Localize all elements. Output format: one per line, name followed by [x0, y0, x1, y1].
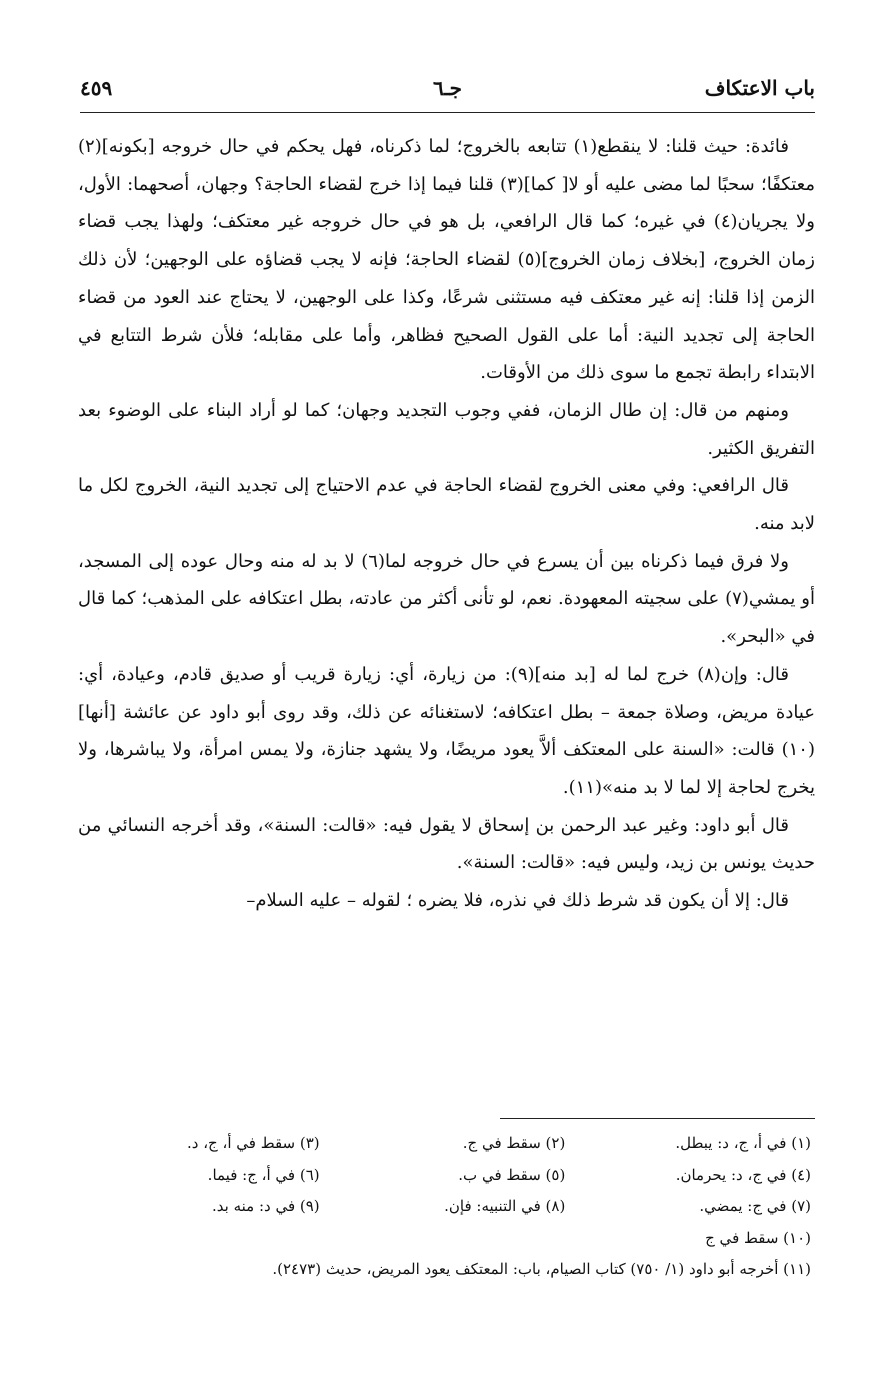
footnote-divider [500, 1118, 815, 1119]
footnote: (٥) سقط في ب. [458, 1165, 566, 1184]
running-header [80, 70, 815, 110]
footnote: (١٠) سقط في ج [705, 1228, 811, 1247]
footnote: (٦) في أ، ج: فيما. [207, 1165, 320, 1184]
footnote-row [78, 1160, 815, 1192]
footnotes [78, 1128, 815, 1286]
footnote: (١) في أ، ج، د: يبطل. [675, 1134, 811, 1152]
volume-label: جـ٦ [433, 76, 462, 100]
footnote: (٢) سقط في ج. [462, 1134, 566, 1152]
footnote: (٨) في التنبيه: فإن. [444, 1197, 566, 1215]
footnote-row [78, 1128, 815, 1160]
paragraph: ومنهم من قال: إن طال الزمان، ففي وجوب التجديد وجهان؛ كما لو أراد البناء على الوضوء بعد التفريق الكثير. [78, 399, 815, 459]
footnote: (٣) سقط في أ، ج، د. [186, 1134, 320, 1152]
paragraph: قال: وإن(٨) خرج لما له [بد منه](٩): من زيارة، أي: زيارة قريب أو صديق قادم، وعيادة، أي: عيادة مريض، وصلاة جمعة – بطل اعتكافه؛ لاستغنائه عن ذلك، وقد روى أبو داود عن عائشة [أنها](١٠) قالت: «السنة على المعتكف ألاَّ يعود مريضًا، ولا يشهد جنازة، ولا يمس امرأة، ولا يباشرها، ولا يخرج لحاجة إلا لما لا بد منه»(١١). [78, 663, 815, 798]
footnote: (١١) أخرجه أبو داود (١/ ٧٥٠) كتاب الصيام، باب: المعتكف يعود المريض، حديث (٢٤٧٣). [272, 1260, 811, 1278]
paragraph: قال أبو داود: وغير عبد الرحمن بن إسحاق لا يقول فيه: «قالت: السنة»، وقد أخرجه النسائي من حديث يونس بن زيد، وليس فيه: «قالت: السنة». [78, 814, 815, 874]
header-divider [80, 112, 815, 113]
paragraph: قال: إلا أن يكون قد شرط ذلك في نذره، فلا يضره ؛ لقوله – عليه السلام– [246, 890, 789, 912]
main-text [78, 128, 815, 920]
chapter-title: باب الاعتكاف [704, 76, 815, 100]
paragraph: فائدة: حيث قلنا: لا ينقطع(١) تتابعه بالخروج؛ لما ذكرناه، فهل يحكم في حال خروجه [بكونه](٢) معتكفًا؛ سحبًا لما مضى عليه أو لا[ كما](٣) قلنا فيما إذا خرج لقضاء الحاجة؟ وجهان، أصحهما: الأول، ولا يجريان(٤) في غيره؛ كما قال الرافعي، بل هو في حال خروجه غير معتكف؛ ولهذا يجب قضاء زمان الخروج، [بخلاف زمان الخروج](٥) لقضاء الحاجة؛ فإنه لا يجب قضاؤه على الوجهين؛ لأن ذلك الزمن إذا قلنا: إنه غير معتكف فيه مستثنى شرعًا، وكذا على الوجهين، لا يحتاج عند العود من قضاء الحاجة إلى تجديد النية: أما على القول الصحيح فظاهر، وأما على مقابله؛ فلأن شرط التتابع في الابتداء رابطة تجمع ما سوى ذلك من الأوقات. [78, 136, 815, 384]
footnote-row [78, 1191, 815, 1223]
paragraph: قال الرافعي: وفي معنى الخروج لقضاء الحاجة في عدم الاحتياج إلى تجديد النية، الخروج لكل ما لابد منه. [78, 475, 815, 535]
footnote: (٩) في د: منه بد. [211, 1197, 320, 1215]
footnote: (٧) في ج: يمضي. [699, 1197, 811, 1215]
page-number: ٤٥٩ [80, 76, 113, 100]
footnote: (٤) في ج، د: يحرمان. [675, 1165, 811, 1184]
paragraph: ولا فرق فيما ذكرناه بين أن يسرع في حال خروجه لما(٦) لا بد له منه وحال عوده إلى المسجد، أو يمشي(٧) على سجيته المعهودة. نعم، لو تأنى أكثر من عادته، بطل اعتكافه على المذهب؛ كما قال في «البحر». [78, 550, 815, 648]
